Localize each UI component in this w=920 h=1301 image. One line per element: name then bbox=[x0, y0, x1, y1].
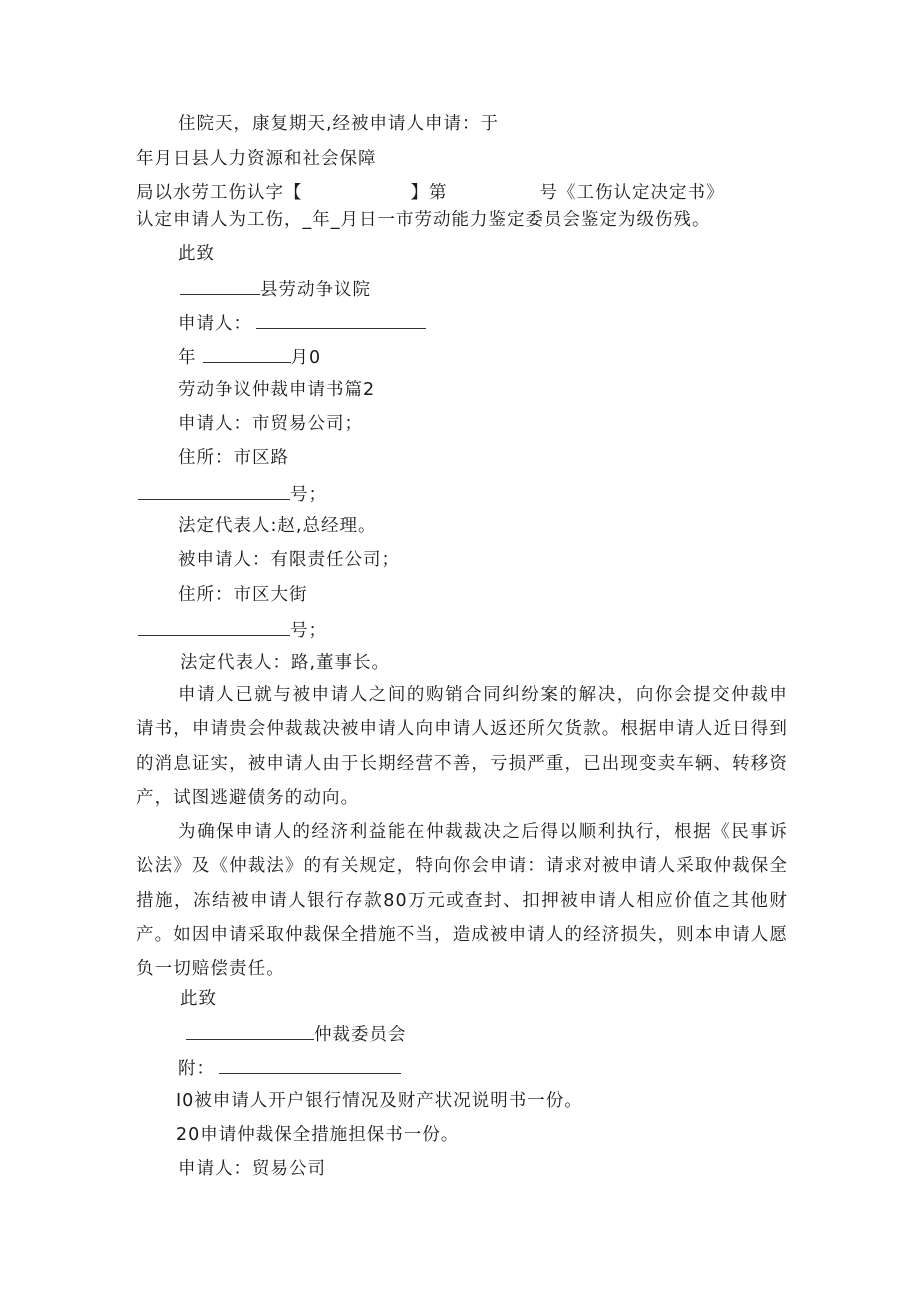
text-line: 年月日县人力资源和社会保障 bbox=[136, 149, 377, 169]
date-line bbox=[178, 344, 321, 370]
addressee-label: 仲裁委员会 bbox=[314, 1025, 407, 1045]
text-segment: 号《工伤认定决定书》 bbox=[539, 183, 725, 203]
attachment-line bbox=[178, 1055, 401, 1081]
attachment-item: I0被申请人开户银行情况及财产状况说明书一份。 bbox=[176, 1091, 583, 1111]
blank-line bbox=[138, 481, 290, 500]
closing-salutation: 此致 bbox=[180, 989, 217, 1009]
attachment-label: 附： bbox=[178, 1059, 215, 1079]
applicant-line: 申请人：贸易公司 bbox=[178, 1159, 326, 1179]
applicant-signature-line bbox=[178, 310, 426, 336]
blank-line bbox=[138, 617, 290, 636]
blank-line bbox=[180, 276, 260, 295]
date-year-label: 年 bbox=[178, 348, 197, 368]
text-segment: 号； bbox=[290, 485, 327, 505]
text-line: 被申请人：有限责任公司； bbox=[178, 550, 400, 570]
blank-line bbox=[186, 1021, 314, 1040]
text-line: 法定代表人:赵,总经理。 bbox=[178, 516, 377, 536]
text-line: 法定代表人：路,董事长。 bbox=[180, 653, 391, 673]
text-line: 住所：市区大街 bbox=[178, 585, 308, 605]
closing-salutation: 此致 bbox=[178, 244, 215, 264]
text-line: 认定申请人为工伤，_年_月日一市劳动能力鉴定委员会鉴定为级伤残。 bbox=[136, 210, 711, 230]
applicant-label: 申请人： bbox=[178, 314, 252, 334]
address-number-line bbox=[138, 481, 327, 507]
text-segment: 】第 bbox=[410, 183, 448, 203]
text-line: 申请人：市贸易公司； bbox=[178, 414, 363, 434]
text-line: 住所：市区路 bbox=[178, 448, 289, 468]
text-segment: 局以水劳工伤认字【 bbox=[136, 183, 303, 203]
body-paragraph: 申请人已就与被申请人之间的购销合同纠纷案的解决，向你会提交仲裁申请书，申请贵会仲裁裁决被申请人向申请人返还所欠货款。根据申请人近日得到的消息证实，被申请人由于长期经营不善，亏损严重，已出现变卖车辆、转移资产，试图逃避债务的动向。 bbox=[136, 685, 788, 808]
section-heading: 劳动争议仲裁申请书篇2 bbox=[178, 380, 376, 400]
addressee-line bbox=[180, 276, 371, 302]
date-month-label: 月0 bbox=[290, 348, 322, 368]
addressee-label: 县劳动争议院 bbox=[260, 280, 371, 300]
blank-line bbox=[256, 310, 426, 329]
body-paragraph: 为确保申请人的经济利益能在仲裁裁决之后得以顺利执行，根据《民事诉讼法》及《仲裁法》的有关规定，特向你会申请：请求对被申请人采取仲裁保全措施，冻结被申请人银行存款80万元或查封、扣押被申请人相应价值之其他财产。如因申请采取仲裁保全措施不当，造成被申请人的经济损失，则本申请人愿负一切赔偿责任。 bbox=[136, 822, 788, 980]
text-line: 住院天，康复期天,经被申请人申请：于 bbox=[178, 114, 500, 134]
text-line bbox=[136, 181, 725, 205]
blank-line bbox=[203, 344, 291, 363]
blank-line bbox=[219, 1055, 401, 1074]
addressee-line bbox=[186, 1021, 407, 1047]
text-segment: 号； bbox=[290, 621, 327, 641]
address-number-line bbox=[138, 617, 327, 643]
attachment-item: 20申请仲裁保全措施担保书一份。 bbox=[176, 1125, 460, 1145]
